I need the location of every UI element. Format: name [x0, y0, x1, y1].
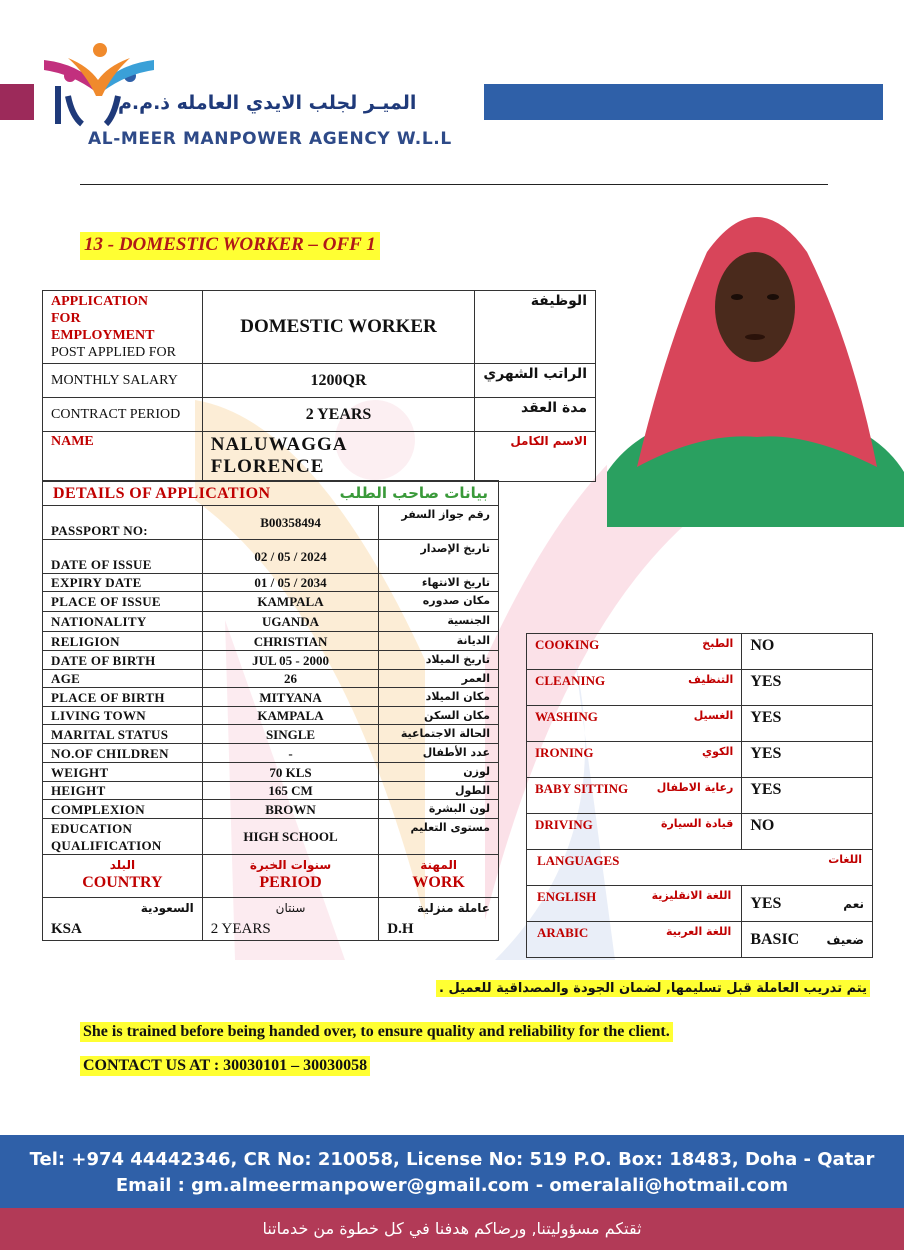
footer-tagline: ثقتكم مسؤوليتنا, ورضاكم هدفنا في كل خطوة من خدماتنا [0, 1208, 904, 1250]
details-label-ar: تاريخ الميلاد [379, 651, 499, 670]
page-title: 13 - DOMESTIC WORKER – OFF 1 [80, 232, 380, 260]
details-label: WEIGHT [43, 763, 203, 782]
application-heading-line2: FOR [51, 311, 81, 326]
skill-label-ar: رعاية الاطفال [656, 781, 734, 794]
country-header: COUNTRY [82, 874, 163, 891]
skill-row [527, 706, 873, 742]
details-label-ar: الحالة الاجتماعية [379, 725, 499, 744]
details-label-ar: العمر [379, 670, 499, 688]
details-row [43, 707, 499, 725]
languages-heading: LANGUAGES [537, 853, 620, 868]
details-label: COMPLEXION [43, 800, 203, 819]
language-row [527, 922, 873, 958]
period-header-ar: سنوات الخبرة [249, 858, 332, 872]
details-value: 165 CM [202, 782, 378, 800]
details-label: PLACE OF BIRTH [43, 688, 203, 707]
skill-value: YES [742, 742, 873, 778]
details-label-ar: مكان الميلاد [379, 688, 499, 707]
application-heading-line3: EMPLOYMENT [51, 328, 155, 343]
details-row [43, 592, 499, 612]
skill-value: YES [742, 706, 873, 742]
footer-line1: Tel: +974 44442346, CR No: 210058, License No: 519 P.O. Box: 18483, Doha - Qatar [29, 1149, 875, 1170]
details-value: KAMPALA [202, 592, 378, 612]
contact-numbers: CONTACT US AT : 30030101 – 30030058 [80, 1056, 370, 1076]
details-label: DATE OF BIRTH [43, 651, 203, 670]
header-divider [80, 184, 828, 185]
salary-label: MONTHLY SALARY [43, 364, 203, 398]
skill-label: CLEANING [535, 673, 606, 688]
experience-work-ar: عاملة منزلية [417, 901, 490, 915]
details-row [43, 744, 499, 763]
details-label: AGE [43, 670, 203, 688]
details-value: - [202, 744, 378, 763]
skill-label-ar: الغسيل [693, 709, 734, 722]
language-label: ARABIC [537, 925, 589, 940]
details-value: KAMPALA [202, 707, 378, 725]
skill-value: NO [742, 814, 873, 850]
details-row [43, 725, 499, 744]
details-value: UGANDA [202, 612, 378, 632]
details-label-ar: تاريخ الإصدار [379, 540, 499, 574]
skill-row [527, 778, 873, 814]
footer-contact-band [0, 1135, 904, 1208]
experience-header-row [43, 855, 499, 898]
name-value-line1: NALUWAGGA [210, 434, 348, 455]
skill-label-ar: قيادة السيارة [660, 817, 734, 830]
name-label: NAME [43, 432, 203, 482]
training-note-english: She is trained before being handed over, to ensure quality and reliability for the client. [80, 1022, 673, 1042]
details-value: BROWN [202, 800, 378, 819]
skill-label-ar: التنظيف [688, 673, 734, 686]
details-value: JUL 05 - 2000 [202, 651, 378, 670]
name-row [43, 432, 596, 482]
skill-row [527, 814, 873, 850]
details-row [43, 612, 499, 632]
skill-label-ar: الكوي [702, 745, 734, 758]
experience-period-ar: سنتان [275, 901, 306, 915]
language-value-ar: نعم [843, 896, 864, 911]
experience-row [43, 898, 499, 941]
details-label: PLACE OF ISSUE [43, 592, 203, 612]
details-heading-ar: بيانات صاحب الطلب [339, 483, 488, 502]
details-label: EXPIRY DATE [43, 574, 203, 592]
application-heading-line1: APPLICATION [51, 294, 148, 309]
post-label: POST APPLIED FOR [51, 345, 177, 360]
work-header: WORK [412, 874, 465, 891]
skill-row [527, 670, 873, 706]
training-note-arabic: يتم تدريب العاملة قبل تسليمها, لضمان الجودة والمصداقية للعميل . [436, 980, 870, 997]
contract-label-ar: مدة العقد [475, 398, 596, 432]
language-value-ar: ضعيف [826, 932, 864, 947]
post-label-ar: الوظيفة [475, 291, 596, 364]
details-label: RELIGION [43, 632, 203, 651]
skill-label: IRONING [535, 745, 594, 760]
details-value: 01 / 05 / 2034 [202, 574, 378, 592]
contract-row [43, 398, 596, 432]
experience-work: D.H [387, 921, 414, 937]
languages-heading-ar: اللغات [828, 853, 862, 866]
details-row [43, 670, 499, 688]
details-label-ar: لوزن [379, 763, 499, 782]
work-header-ar: المهنة [420, 858, 458, 872]
details-table [42, 480, 499, 941]
details-label-ar: رقم جواز السفر [379, 506, 499, 540]
details-label: HEIGHT [43, 782, 203, 800]
details-value: SINGLE [202, 725, 378, 744]
period-header: PERIOD [259, 874, 322, 891]
application-table [42, 290, 596, 482]
details-row [43, 651, 499, 670]
language-value: BASIC [750, 930, 800, 948]
post-value: DOMESTIC WORKER [202, 291, 474, 364]
details-heading: DETAILS OF APPLICATION [53, 484, 271, 502]
skill-value: YES [742, 670, 873, 706]
language-value: YES [750, 894, 782, 912]
details-value: 26 [202, 670, 378, 688]
details-value: CHRISTIAN [202, 632, 378, 651]
skill-label: DRIVING [535, 817, 593, 832]
details-row [43, 782, 499, 800]
company-name-english: AL-MEER MANPOWER AGENCY W.L.L [88, 129, 452, 149]
skill-label: WASHING [535, 709, 598, 724]
country-header-ar: البلد [109, 858, 136, 872]
details-label-ar: مكان السكن [379, 707, 499, 725]
contract-value: 2 YEARS [202, 398, 474, 432]
skill-label: COOKING [535, 637, 600, 652]
details-label-ar: لون البشرة [379, 800, 499, 819]
language-label: ENGLISH [537, 889, 597, 904]
details-value: HIGH SCHOOL [202, 819, 378, 855]
name-value-line2: FLORENCE [210, 456, 325, 477]
experience-period: 2 YEARS [210, 921, 271, 937]
languages-header-row [527, 850, 873, 886]
language-row [527, 886, 873, 922]
name-label-ar: الاسم الكامل [475, 432, 596, 482]
details-row [43, 800, 499, 819]
details-row [43, 763, 499, 782]
details-value: B00358494 [202, 506, 378, 540]
skill-row [527, 634, 873, 670]
salary-row [43, 364, 596, 398]
header-accent-bar-right [484, 84, 883, 120]
details-value: MITYANA [202, 688, 378, 707]
skill-value: NO [742, 634, 873, 670]
details-label-ar: مكان صدوره [379, 592, 499, 612]
applicant-photo [607, 192, 904, 527]
contract-label: CONTRACT PERIOD [43, 398, 203, 432]
skill-label-ar: الطبخ [702, 637, 734, 650]
company-logo-icon [38, 40, 158, 128]
experience-country: KSA [51, 921, 82, 937]
salary-label-ar: الراتب الشهري [475, 364, 596, 398]
details-label: NO.OF CHILDREN [43, 744, 203, 763]
details-row [43, 688, 499, 707]
details-label-ar: الطول [379, 782, 499, 800]
details-row [43, 540, 499, 574]
company-name-arabic: الميـر لجلب الايدي العامله ذ.م.م [118, 92, 417, 114]
post-row [43, 291, 596, 364]
details-row [43, 574, 499, 592]
language-label-ar: اللغة الانقليزية [651, 889, 732, 902]
details-label: MARITAL STATUS [43, 725, 203, 744]
skills-table [526, 633, 873, 958]
header-accent-bar-left [0, 84, 34, 120]
skill-value: YES [742, 778, 873, 814]
experience-country-ar: السعودية [140, 901, 194, 915]
details-value: 02 / 05 / 2024 [202, 540, 378, 574]
details-label-ar: الديانة [379, 632, 499, 651]
salary-value: 1200QR [202, 364, 474, 398]
details-value: 70 KLS [202, 763, 378, 782]
post-label-cell [43, 291, 203, 364]
details-row [43, 506, 499, 540]
details-label: EDUCATION QUALIFICATION [43, 819, 203, 855]
details-label: PASSPORT NO: [43, 506, 203, 540]
details-label-ar: تاريخ الانتهاء [379, 574, 499, 592]
skill-row [527, 742, 873, 778]
details-label-ar: عدد الأطفال [379, 744, 499, 763]
details-row [43, 632, 499, 651]
skill-label: BABY SITTING [535, 781, 629, 796]
details-label-ar: الجنسية [379, 612, 499, 632]
footer-line2: Email : gm.almeermanpower@gmail.com - omeralali@hotmail.com [115, 1175, 789, 1196]
details-label: DATE OF ISSUE [43, 540, 203, 574]
details-label-ar: مستوى التعليم [379, 819, 499, 855]
details-row [43, 819, 499, 855]
details-heading-row [43, 481, 499, 506]
details-label: LIVING TOWN [43, 707, 203, 725]
language-label-ar: اللغة العربية [665, 925, 732, 938]
details-label: NATIONALITY [43, 612, 203, 632]
